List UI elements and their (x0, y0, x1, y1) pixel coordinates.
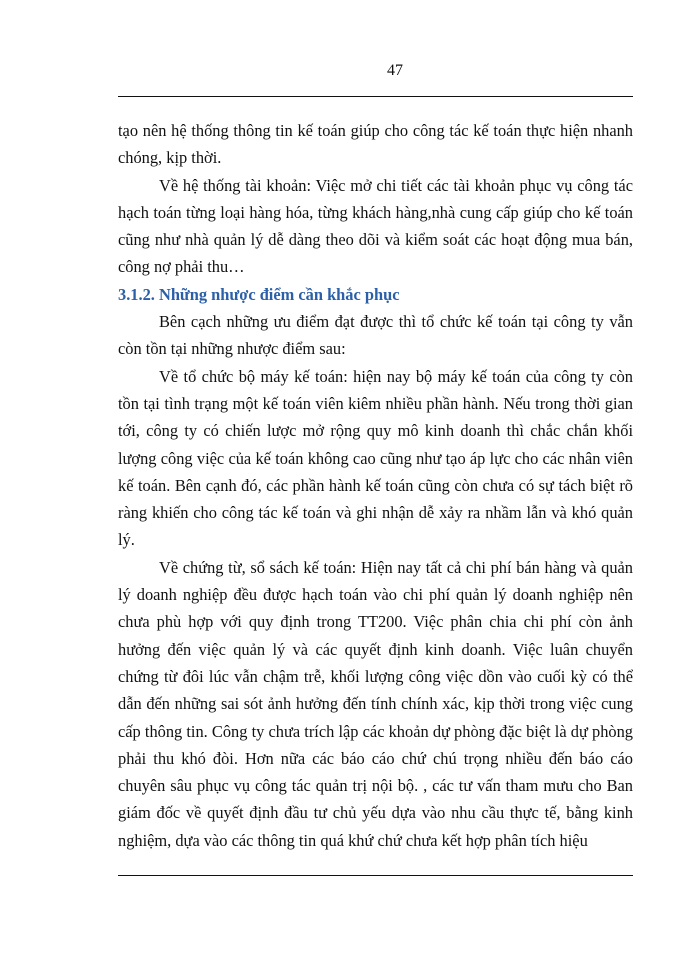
paragraph-documents-books: Về chứng từ, sổ sách kế toán: Hiện nay tất cả chi phí bán hàng và quản lý doanh nghiệp đều được hạch toán vào chi phí quản lý doanh nghiệp nên chưa phù hợp với quy định trong TT200. Việc phân chia chi phí còn ảnh hưởng đến việc quản lý và các quyết định kinh doanh. Việc luân chuyển chứng từ đôi lúc vẫn chậm trễ, khối lượng công việc dồn vào cuối kỳ có thể dẫn đến những sai sót ảnh hưởng đến tính chính xác, kịp thời trong việc cung cấp thông tin. Công ty chưa trích lập các khoản dự phòng đặc biệt là dự phòng phải thu khó đòi. Hơn nữa các báo cáo chứ chú trọng nhiều đến báo cáo chuyên sâu phục vụ công tác quản trị nội bộ. , các tư vấn tham mưu cho Ban giám đốc về quyết định đầu tư chủ yếu dựa vào nhu cầu thực tế, bằng kinh nghiệm, dựa vào các thông tin quá khứ chứ chưa kết hợp phân tích hiệu (118, 557, 633, 850)
paragraph-continuation: tạo nên hệ thống thông tin kế toán giúp cho công tác kế toán thực hiện nhanh chóng, kịp thời. (118, 121, 633, 168)
paragraph-intro-weaknesses: Bên cạch những ưu điểm đạt được thì tổ chức kế toán tại công ty vẫn còn tồn tại những nhược điểm sau: (118, 312, 633, 359)
page-number: 47 (387, 62, 403, 79)
footer-rule (118, 875, 633, 876)
paragraph-account-system: Về hệ thống tài khoản: Việc mở chi tiết các tài khoản phục vụ công tác hạch toán từng loại hàng hóa, từng khách hàng,nhà cung cấp giúp cho kế toán cũng như nhà quản lý dễ dàng theo dõi và kiểm soát các hoạt động mua bán, công nợ phải thu… (118, 175, 633, 277)
section-heading: 3.1.2. Những nhược điểm cần khắc phục (118, 284, 400, 304)
document-body (118, 117, 633, 854)
header-rule (118, 96, 633, 97)
paragraph-accounting-organization: Về tổ chức bộ máy kế toán: hiện nay bộ máy kế toán của công ty còn tồn tại tình trạng một kế toán viên kiêm nhiều phần hành. Nếu trong thời gian tới, công ty có chiến lược mở rộng quy mô kinh doanh thì chắc chắn khối lượng công việc của kế toán không cao cũng như tạo áp lực cho các nhân viên kế toán. Bên cạnh đó, các phần hành kế toán cũng còn chưa có sự tách biệt rõ ràng khiến cho công tác kế toán và ghi nhận dễ xảy ra nhầm lẫn và khó quản lý. (118, 366, 633, 550)
